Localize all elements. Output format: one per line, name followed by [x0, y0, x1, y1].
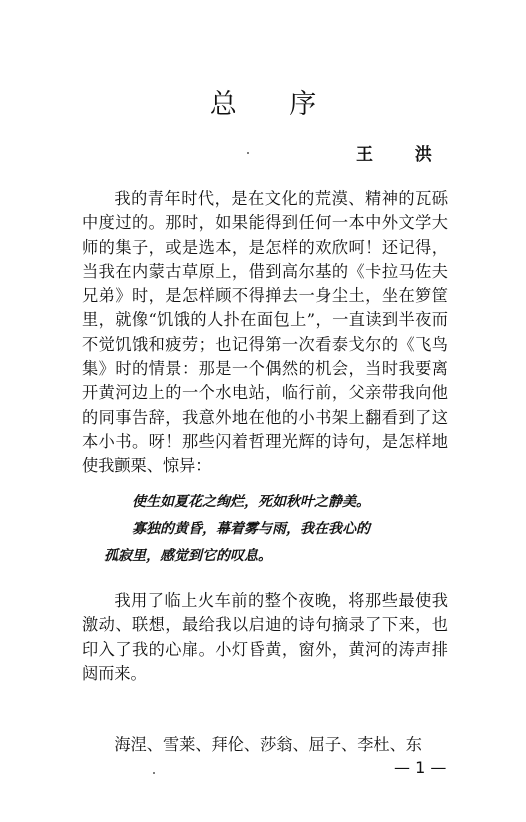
continued-text: 海涅、雪莱、拜伦、莎翁、屈子、李杜、东: [114, 735, 422, 754]
paragraph-1: [82, 187, 448, 479]
paragraph-text: 我的青年时代，是在文化的荒漠、精神的瓦砾中度过的。那时，如果能得到任何一本中外文学大师的集子，或是选本，是怎样的欢欣呵！还记得，当我在内蒙古草原上，借到高尔基的《卡拉马佐夫兄弟》时，是怎样顾不得掸去一身尘土，坐在箩筐里，就像“饥饿的人扑在面包上”，一直读到半夜而不觉饥饿和疲劳；也记得第一次看泰戈尔的《飞鸟集》时的情景：那是一个偶然的机会，当时我要离开黄河边上的一个水电站，临行前，父亲带我向他的同事告辞，我意外地在他的小书架上翻看到了这本小书。呀！那些闪着哲理光辉的诗句，是怎样地使我颤栗、惊异：: [82, 189, 448, 476]
continued-line: [82, 733, 448, 757]
poem-quote: [82, 489, 448, 570]
paragraph-text: 我用了临上火车前的整个夜晚，将那些最使我激动、联想，最给我以启迪的诗句摘录了下来，也印入了我的心扉。小灯昏黄，窗外，黄河的涛声排闼而来。: [82, 591, 448, 683]
author-name: 王 洪: [356, 145, 450, 165]
page-number: — 1 —: [394, 758, 447, 777]
paragraph-2: [82, 589, 448, 686]
print-speck: [247, 152, 249, 154]
poem-line-1: 使生如夏花之绚烂，死如秋叶之静美。: [132, 494, 370, 510]
poem-line-2: 寡独的黄昏，幕着雾与雨，我在我心的: [132, 521, 370, 537]
poem-line-3: 孤寂里，感觉到它的叹息。: [104, 548, 272, 564]
page-title: 总 序: [209, 89, 339, 120]
print-speck: [153, 772, 155, 774]
